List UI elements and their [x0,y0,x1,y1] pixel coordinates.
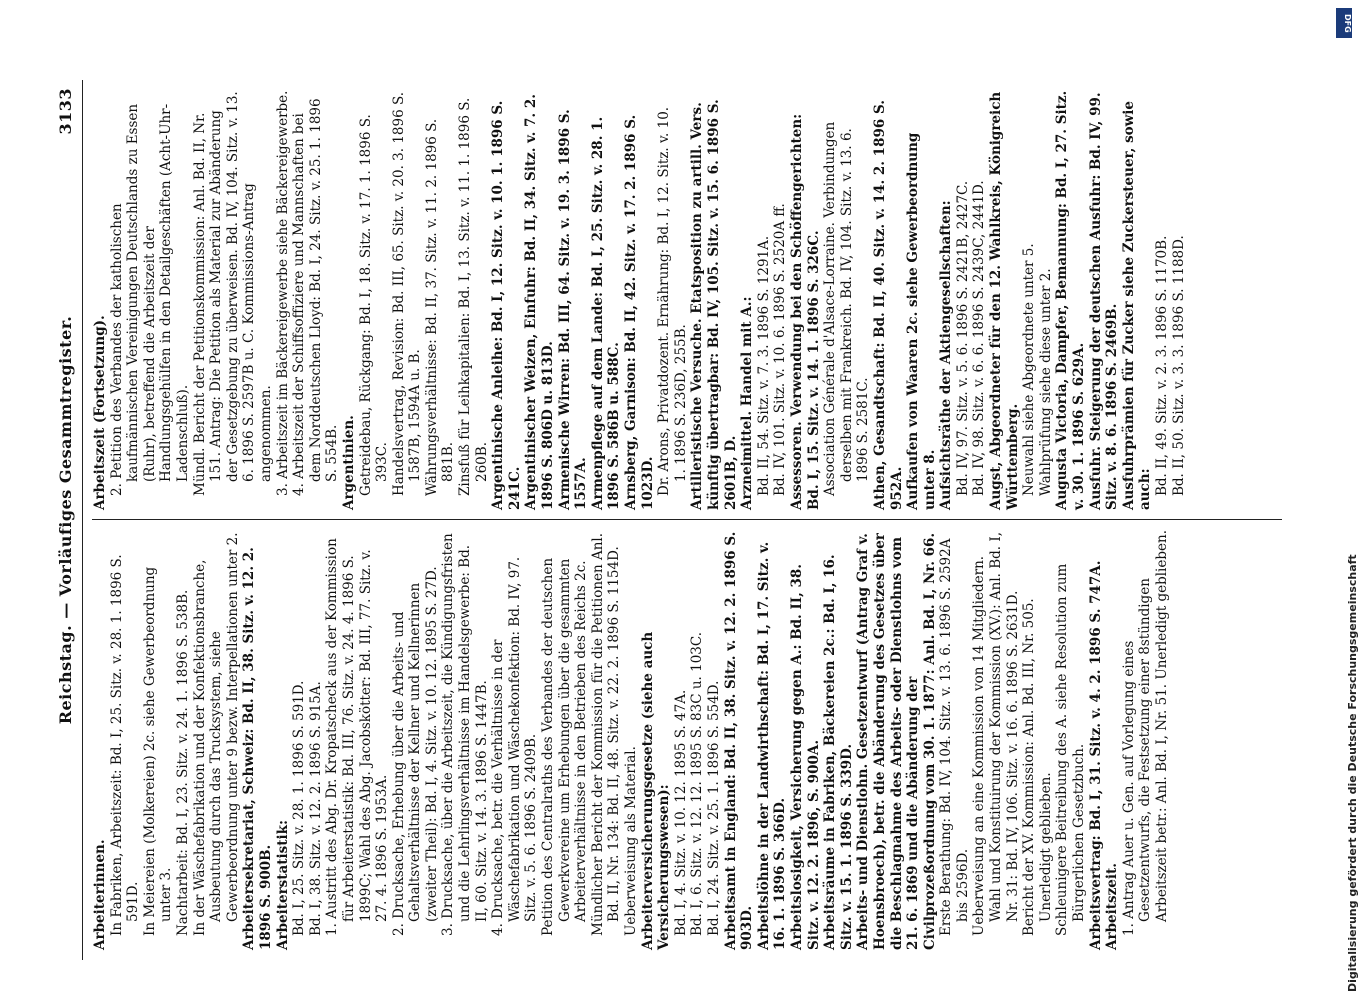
entry-text: Bd. II, 50. Sitz. v. 3. 3. 1896 S. 1188D. [1170,235,1187,496]
entry-text: 3. Drucksache, über die Arbeitszeit, die Kündigungsfristen und die Lehrlingsverhältnisse im Handelsgewerbe: Bd. II, 60. Sitz. v. 14. 3. 1896 S. 1447B. [440,533,490,936]
entry-heading: Augst, Abgeordneter für den 12. Wahlkreis, Königreich Württemberg. [988,91,1021,510]
entry-text: Wahlprüfung siehe diese unter 2. [1037,268,1054,496]
entry-text: In Meiereien (Molkereien) 2c. siehe Gewerbeordnung unter 3. [141,566,175,936]
entry-text: 1. Antrag Auer u. Gen. auf Vorlegung eines Gesetzentwurfs, die Festsetzung einer 8stündigen Arbeitszeit betr.: Anl. Bd. I, Nr. 51. Unerledigt geblieben. [1120,530,1170,936]
entry-text: Bd. II, 49. Sitz. v. 2. 3. 1896 S. 1170B. [1154,235,1170,496]
entry-text: 2. Petition des Verbandes der katholischen kaufmännischen Vereinigungen Deutschlands zu Essen (Ruhr), betreffend die Arbeitszeit der Handlungsgehülfen in den Detailgeschäften (Acht-Uhr-Ladenschluß). [108,103,191,496]
entry-heading: Arbeiterinnen. [92,839,108,950]
entry-heading: Arbeitsräume in Fabriken, Bäckereien 2c.: Bd. I, 16. Sitz. v. 15. 1. 1896 S. 339D. [822,554,855,950]
entry-text: Dr. Arons, Privatdozent. Ernährung: Bd. I, 12. Sitz. v. 10. 1. 1896 S. 236D, 255B. [656,106,689,496]
entry-heading: Argentinischer Weizen, Einfuhr: Bd. II, 34. Sitz. v. 7. 2. 1896 S. 806D u. 813D. [523,94,557,510]
entry-heading: Assessoren. Verwendung bei den Schöffengerichten: Bd. I, 15. Sitz. v. 14. 1. 1896 S. 326C. [788,113,822,510]
entry-heading: Aufsichtsräthe der Aktiengesellschaften: [938,200,955,510]
page-header [52,80,82,960]
entry-heading: Aufkaufen von Waaren 2c. siehe Gewerbeordnung unter 8. [905,132,938,510]
dfg-logo: DFG [1336,8,1352,38]
entry-heading: Ausfuhrprämien für Zucker siehe Zuckersteuer, sowie auch: [1120,100,1154,510]
entry-text: Petition des Centralraths des Verbandes der deutschen Gewerkvereine um Erhebungen über die gesammten Arbeiterverhältnisse in den Betrieben des Reichs 2c. [540,557,590,936]
header-rule [82,80,83,960]
entry-heading: Argentinische Anleihe: Bd. I, 12. Sitz. v. 10. 1. 1896 S. 241C. [490,100,523,510]
left-column [92,530,1171,950]
entry-text: Bd. II, 54. Sitz. v. 7. 3. 1896 S. 1291A. [755,235,772,496]
entry-text: Bd. I, 38. Sitz. v. 12. 2. 1896 S. 915A. [307,681,324,936]
entry-text: Bd. I, 4. Sitz. v. 10. 12. 1895 S. 47A. [672,689,689,936]
entry-text: Schleunigere Beitreibung des A. siehe Resolution zum Bürgerlichen Gesetzbuch. [1054,563,1088,936]
entry-text: Ueberweisung an eine Kommission von 14 Mitgliedern. Wahl und Konstituirung der Kommission (XV.): Anl. Bd. I, Nr. 31: Bd. IV, 106. Sitz. v. 16. 6. 1896 S. 2631D. [971,531,1021,936]
entry-text: Bericht der XV. Kommission: Anl. Bd. III, Nr. 505. Unerledigt geblieben. [1021,598,1054,936]
entry-heading: Arnsberg, Garnison: Bd. II, 42. Sitz. v. 17. 2. 1896 S. 1023D. [623,114,656,510]
entry-text: 4. Arbeitszeit der Schiffsoffiziere und Mannschaften bei dem Norddeutschen Lloyd: Bd. I, 24. Sitz. v. 25. 1. 1896 S. 554B. [291,98,341,496]
entry-heading: Arbeiterstatistik: [274,820,291,950]
entry-text: Getreidebau, Rückgang: Bd. I, 18. Sitz. v. 17. 1. 1896 S. 393C. [357,114,391,496]
entry-text: 1. Austritt des Abg. Dr. Kropatscheck aus der Kommission für Arbeiterstatistik: Bd. III, 76. Sitz. v. 24. 4. 1896 S. 1899C; Wahl des Abg. Jacobskötter: Bd. III, 77. Sitz. v. 27. 4. 1896 S. 1953A. [324,538,391,936]
entry-text: Ueberweisung als Material. [623,746,639,936]
digitization-note-text: Digitalisierung gefördert durch die Deutsche Forschungsgemeinschaft [1346,554,1359,992]
entry-text: Mündlicher Bericht der Kommission für die Petitionen Anl. Bd. II, Nr. 134: Bd. II, 48. Sitz. v. 22. 2. 1896 S. 1154D. [589,532,623,936]
entry-heading: Ausfuhr. Steigerung der deutschen Ausfuhr: Bd. IV, 99. Sitz. v. 8. 6. 1896 S. 2469B. [1087,92,1121,510]
digitization-note [1330,8,1359,992]
entry-text: Bd. IV, 97. Sitz. v. 5. 6. 1896 S. 2421B, 2427C. [954,180,971,496]
entry-heading: Arbeitszeit. [1104,863,1121,950]
entry-heading: Arbeitsvertrag: Bd. I, 31. Sitz. v. 4. 2. 1896 S. 747A. [1087,560,1104,950]
column-divider [92,519,1282,520]
entry-text: Nachtarbeit: Bd. I, 23. Sitz. v. 24. 1. 1896 S. 538B. [174,589,191,936]
entry-text: 3. Arbeitszeit im Bäckereigewerbe siehe Bäckereigewerbe. [274,90,291,496]
entry-text: Handelsvertrag, Revision: Bd. III, 65. Sitz. v. 20. 3. 1896 S. 1587B, 1594A u. B. [390,91,424,496]
entry-heading: Athen, Gesandtschaft: Bd. II, 40. Sitz. v. 14. 2. 1896 S. 952A. [871,100,905,510]
entry-text: Bd. I, 25. Sitz. v. 28. 1. 1896 S. 591D. [291,680,308,936]
entry-heading: Argentinien. [340,415,357,510]
entry-heading: Arbeiterversicherungsgesetze (siehe auch Versicherungswesen): [639,631,673,950]
entry-text: Bd. I, 24. Sitz. v. 25. 1. 1896 S. 554D. [705,680,722,936]
entry-text: Erste Berathung: Bd. IV, 104. Sitz. v. 13. 6. 1896 S. 2592A bis 2596D. [938,538,971,936]
entry-heading: Arzneimittel. Handel mit A.: [739,296,756,510]
entry-heading: Arbeitsamt in England: Bd. II, 38. Sitz. v. 12. 2. 1896 S. 903D. [722,531,756,950]
rotated-page-content [52,80,1282,960]
page-title: Reichstag. — Vorläufiges Gesammtregister. [56,315,75,725]
entry-text: 4. Drucksache, betr. die Verhältnisse in der Wäschefabrikation und Wäschekonfektion: Bd. IV, 97. Sitz. v. 5. 6. 1896 S. 2409B. [490,556,540,936]
entry-heading: Armenpflege auf dem Lande: Bd. I, 25. Sitz. v. 28. 1. 1896 S. 586B u. 588C. [589,116,623,510]
entry-text: Bd. I, 6. Sitz. v. 12. 12. 1895 S. 83C u. 103C. [689,631,706,936]
entry-heading: Arbeitersekretariat, Schweiz: Bd. II, 38. Sitz. v. 12. 2. 1896 S. 900B. [241,547,274,950]
entry-text: Mündl. Bericht der Petitionskommission: Anl. Bd. II, Nr. 151. Antrag: Die Petition als Material zur Abänderung der Gesetzgebung zu überweisen. Bd. IV, 104. Sitz. v. 13. 6. 1896 S. 2597B u. C. Kommissions-Antrag angenommen. [191,91,274,496]
entry-heading: Arbeitszeit (Fortsetzung). [92,315,108,510]
entry-heading: Arbeitslöhne in der Landwirthschaft: Bd. I, 17. Sitz. v. 16. 1. 1896 S. 366D. [755,541,789,950]
entry-text: Zinsfuß für Leihkapitalien: Bd. I, 13. Sitz. v. 11. 1. 1896 S. 260B. [457,97,490,496]
entry-heading: Artilleristische Versuche. Etatsposition zu artill. Vers. künftig übertragbar: Bd. IV, 105. Sitz. v. 15. 6. 1896 S. 2601B, D. [689,99,739,510]
entry-text: Association Générale d'Alsace-Lorraine. Verbindungen derselben mit Frankreich. Bd. IV, 104. Sitz. v. 13. 6. 1896 S. 2581C. [822,121,872,496]
entry-heading: Augusta Victoria, Dampfer, Bemannung: Bd. I, 27. Sitz. v. 30. 1. 1896 S. 629A. [1054,90,1088,510]
entry-text: Bd. IV, 98. Sitz. v. 6. 6. 1896 S. 2439C, 2441D. [971,180,988,496]
entry-text: In der Wäschefabrikation und der Konfektionsbranche, Ausbeutung durch das Trucksystem, siehe Gewerbeordnung unter 9 bezw. Interpellationen unter 2. [191,532,241,936]
entry-text: In Fabriken, Arbeitszeit: Bd. I, 25. Sitz. v. 28. 1. 1896 S. 591D. [108,554,142,936]
entry-text: Währungsverhältnisse: Bd. II, 37. Sitz. v. 11. 2. 1896 S. 881B. [423,118,457,496]
entry-text: 2. Drucksache, Erhebung über die Arbeits- und Gehaltsverhältnisse der Kellner und Kellnerinnen (zweiter Theil): Bd. I, 4. Sitz. v. 10. 12. 1895 S. 27D. [390,566,440,936]
entry-text: Bd. IV, 101. Sitz. v. 10. 6. 1896 S. 2520A ff. [772,203,789,496]
entry-heading: Arbeitslosigkeit, Versicherung gegen A.: Bd. II, 38. Sitz. v. 12. 2. 1896, S. 900A. [788,564,822,950]
page-number: 3133 [56,88,75,135]
entry-text: Neuwahl siehe Abgeordnete unter 5. [1021,243,1038,496]
entry-heading: Arbeits- und Dienstlohn. Gesetzentwurf (Antrag Graf v. Hoensbroech), betr. die Abänderung des Gesetzes über die Beschlagnahme des Arbeits- oder Dienstlohns vom 21. 6. 1869 und die Abänderung der Civilprozeßordnung vom 30. 1. 1877: Anl. Bd. I, Nr. 66. [855,532,938,950]
entry-heading: Armenische Wirren: Bd. III, 64. Sitz. v. 19. 3. 1896 S. 1557A. [556,109,590,510]
right-column [92,90,1187,510]
